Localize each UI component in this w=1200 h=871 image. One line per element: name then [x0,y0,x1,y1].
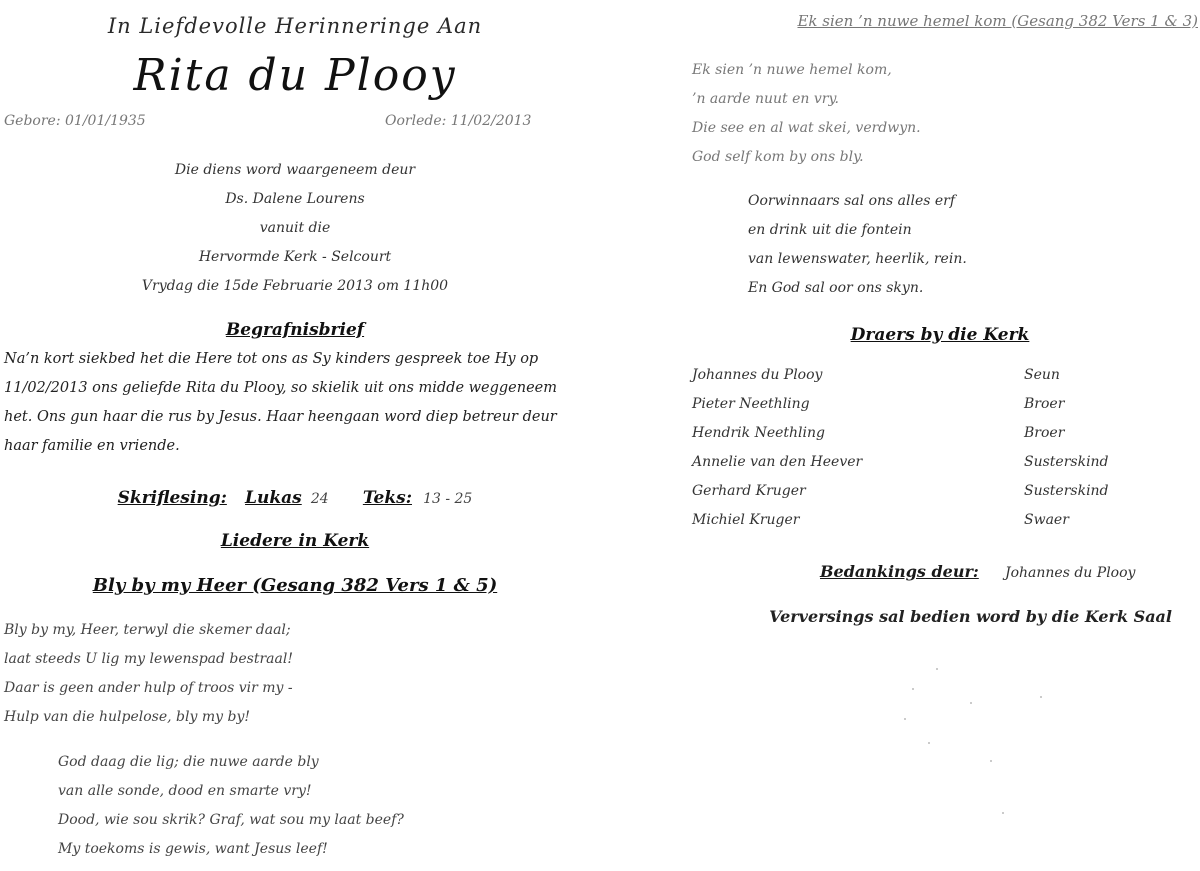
song1-stanza1 [4,616,293,732]
verse-line: Bly by my, Heer, terwyl die skemer daal; [4,622,291,638]
reading-chapter: 24 [310,491,329,507]
bearer-name: Annelie van den Heever [692,454,863,470]
verse-line: Daar is geen ander hulp of troos vir my - [4,680,293,696]
scripture-reading [0,485,590,514]
bearers-table [692,367,1132,541]
table-row [692,396,1132,425]
speck [1002,812,1004,814]
bearer-relation: Seun [1024,367,1060,383]
bearer-relation: Susterskind [1024,483,1109,499]
verse-line: Ek sien ’n nuwe hemel kom, [692,62,892,78]
songs-heading: Liedere in Kerk [220,531,370,551]
speck [928,742,930,744]
reading-text-label: Teks: [362,488,412,508]
table-row [692,425,1132,454]
bearer-name: Johannes du Plooy [692,367,823,383]
bearer-name: Pieter Neethling [692,396,810,412]
thanks-line [820,562,1135,581]
verse-line: God self kom by ons bly. [692,149,864,165]
speck [990,760,992,762]
thanks-name: Johannes du Plooy [1004,565,1136,581]
speck [912,688,914,690]
bearers-heading: Draers by die Kerk [850,325,1030,345]
verse-line: laat steeds U lig my lewenspad bestraal! [4,651,293,667]
obituary-line: Na’n kort siekbed het die Here tot ons as Sy kinders gespreek toe Hy op [4,351,539,367]
bearer-relation: Susterskind [1024,454,1109,470]
service-details [0,156,590,301]
reading-label: Skriflesing: [117,488,227,508]
speck [936,668,938,670]
song2-stanza1 [692,56,921,172]
verse-line: ’n aarde nuut en vry. [692,91,839,107]
service-line: Die diens word waargeneem deur [174,162,416,178]
reading-verses: 13 - 25 [423,491,473,507]
table-row [692,454,1132,483]
service-line: Vrydag die 15de Februarie 2013 om 11h00 [141,278,449,294]
bearer-relation: Broer [1024,396,1065,412]
bearer-name: Gerhard Kruger [692,483,806,499]
service-line: vanuit die [259,220,331,236]
service-line: Ds. Dalene Lourens [225,191,365,207]
obituary-line: 11/02/2013 ons geliefde Rita du Plooy, so skielik uit ons midde weggeneem [4,380,558,396]
verse-line: Oorwinnaars sal ons alles erf [748,193,956,209]
table-row [692,483,1132,512]
song2-stanza2 [748,187,967,303]
bearer-relation: Swaer [1024,512,1069,528]
verse-line: en drink uit die fontein [748,222,912,238]
verse-line: Dood, wie sou skrik? Graf, wat sou my laat beef? [58,812,404,828]
death-date: Oorlede: 11/02/2013 [385,113,532,129]
bearer-relation: Broer [1024,425,1065,441]
verse-line: God daag die lig; die nuwe aarde bly [58,754,319,770]
verse-line: En God sal oor ons skyn. [748,280,924,296]
song1-stanza2 [58,748,404,864]
obituary-text [4,345,557,461]
obituary-line: het. Ons gun haar die rus by Jesus. Haar heengaan word diep betreur deur [4,409,557,425]
deceased-name: Rita du Plooy [133,50,457,101]
reading-book: Lukas [245,488,302,508]
verse-line: Hulp van die hulpelose, bly my by! [4,709,250,725]
in-memory-line: In Liefdevolle Herinneringe Aan [107,14,483,38]
verse-line: van alle sonde, dood en smarte vry! [58,783,312,799]
song1-title: Bly by my Heer (Gesang 382 Vers 1 & 5) [92,575,498,596]
table-row [692,512,1132,541]
refreshments-note: Verversings sal bedien word by die Kerk Saal [769,607,1172,626]
bearer-name: Michiel Kruger [692,512,800,528]
table-row [692,367,1132,396]
bearer-name: Hendrik Neethling [692,425,825,441]
thanks-label: Bedankings deur: [820,562,979,581]
verse-line: Die see en al wat skei, verdwyn. [692,120,921,136]
verse-line: van lewenswater, heerlik, rein. [748,251,967,267]
service-line: Hervormde Kerk - Selcourt [198,249,392,265]
obituary-line: haar familie en vriende. [4,438,180,454]
speck [1040,696,1042,698]
birth-date: Gebore: 01/01/1935 [4,113,146,129]
song2-title: Ek sien ’n nuwe hemel kom (Gesang 382 Vers 1 & 3) [797,12,1198,30]
speck [904,718,906,720]
verse-line: My toekoms is gewis, want Jesus leef! [58,841,328,857]
speck [970,702,972,704]
obituary-heading: Begrafnisbrief [225,320,365,340]
